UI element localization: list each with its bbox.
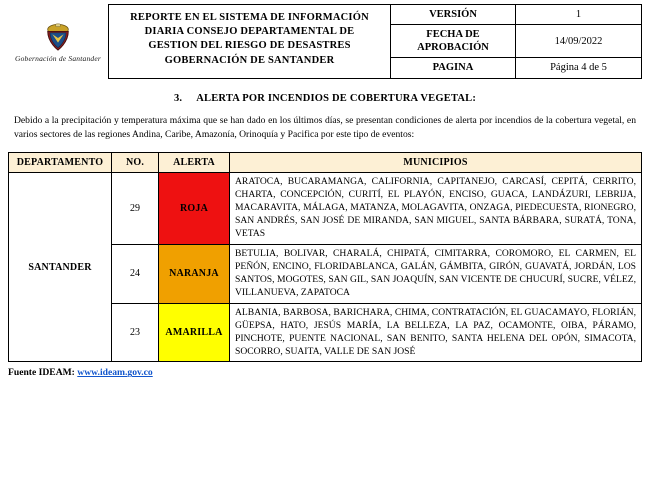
table-header-row	[9, 153, 642, 173]
column-header-alerta: ALERTA	[159, 153, 230, 173]
title-line-3: GESTION DEL RIESGO DE DESASTRES	[148, 40, 351, 52]
alert-level-badge: AMARILLA	[159, 303, 230, 362]
section-heading	[8, 93, 642, 104]
version-label: VERSIÓN	[391, 5, 516, 24]
count-cell: 24	[112, 244, 159, 303]
title-line-1: REPORTE EN EL SISTEMA DE INFORMACIÓN	[130, 12, 369, 23]
municipalities-cell: BETULIA, BOLIVAR, CHARALÁ, CHIPATÁ, CIMITARRA, COROMORO, EL CARMEN, EL PEÑÓN, ENCINO, FLORIDABLANCA, GALÁN, GÁMBITA, GIRÓN, GUAVATÁ, JORDÁN, LOS SANTOS, MOGOTES, SAN GIL, SAN JOAQUÍN, SAN VICENTE DE CHUCURÍ, SUCRE, VÉLEZ, VILLANUEVA, ZAPATOCA	[230, 244, 642, 303]
section-intro-paragraph: Debido a la precipitación y temperatura máxima que se han dado en los últimos días, se presentan condiciones de alerta por incendios de la cobertura vegetal, en varios sectores de las regiones Andina, Caribe, Amazonía, Orinoquía y Pacifica por este tipo de eventos:	[14, 114, 636, 140]
header-logo-cell	[8, 4, 108, 79]
source-footer	[8, 367, 642, 378]
metadata-row-page	[391, 58, 641, 77]
column-header-no: NO.	[112, 153, 159, 173]
approval-date-label: FECHA DE APROBACIÓN	[391, 25, 516, 57]
count-cell: 29	[112, 173, 159, 245]
document-header	[8, 4, 642, 79]
source-label: Fuente IDEAM:	[8, 367, 75, 379]
section-title: ALERTA POR INCENDIOS DE COBERTURA VEGETAL:	[196, 92, 477, 104]
section-number: 3.	[173, 92, 183, 104]
column-header-municipios: MUNICIPIOS	[230, 153, 642, 173]
version-value: 1	[575, 9, 582, 21]
approval-date-value: 14/09/2022	[554, 35, 603, 47]
count-cell: 23	[112, 303, 159, 362]
header-metadata-table	[390, 4, 642, 79]
title-line-4: GOBERNACIÓN DE SANTANDER	[164, 54, 335, 66]
column-header-departamento: DEPARTAMENTO	[9, 153, 112, 173]
municipalities-cell: ARATOCA, BUCARAMANGA, CALIFORNIA, CAPITANEJO, CARCASÍ, CEPITÁ, CERRITO, CHARTA, CONCEPCIÓN, CURITÍ, EL PLAYÓN, ENCISO, GUACA, LANDÁZURI, LEBRIJA, MACARAVITA, MÁLAGA, MATANZA, MOLAGAVITA, ONZAGA, PIEDECUESTA, RIONEGRO, SAN ANDRÉS, SAN JOSÉ DE MIRANDA, SAN MIGUEL, SANTA BÁRBARA, SURATÁ, TONA, VETAS	[230, 173, 642, 245]
metadata-row-approval-date	[391, 25, 641, 58]
alert-level-badge: ROJA	[159, 173, 230, 245]
coat-of-arms-icon	[39, 22, 77, 52]
logo-caption: Gobernación de Santander	[14, 53, 102, 63]
alert-table	[8, 152, 642, 362]
page-value: Página 4 de 5	[550, 62, 607, 74]
metadata-row-version	[391, 5, 641, 25]
page-label: PAGINA	[391, 58, 516, 77]
department-cell: SANTANDER	[9, 173, 112, 362]
document-title	[108, 4, 390, 79]
source-link[interactable]: www.ideam.gov.co	[77, 367, 153, 379]
alert-level-badge: NARANJA	[159, 244, 230, 303]
title-line-2: DIARIA CONSEJO DEPARTAMENTAL DE	[144, 26, 355, 38]
municipalities-cell: ALBANIA, BARBOSA, BARICHARA, CHIMA, CONTRATACIÓN, EL GUACAMAYO, FLORIÁN, GÜEPSA, HATO, JESÚS MARÍA, LA BELLEZA, LA PAZ, OCAMONTE, OIBA, PÁRAMO, PINCHOTE, PUENTE NACIONAL, SAN BENITO, SANTA HELENA DEL OPÓN, SIMACOTA, SOCORRO, SUAITA, VALLE DE SAN JOSÉ	[230, 303, 642, 362]
table-row	[9, 173, 642, 245]
